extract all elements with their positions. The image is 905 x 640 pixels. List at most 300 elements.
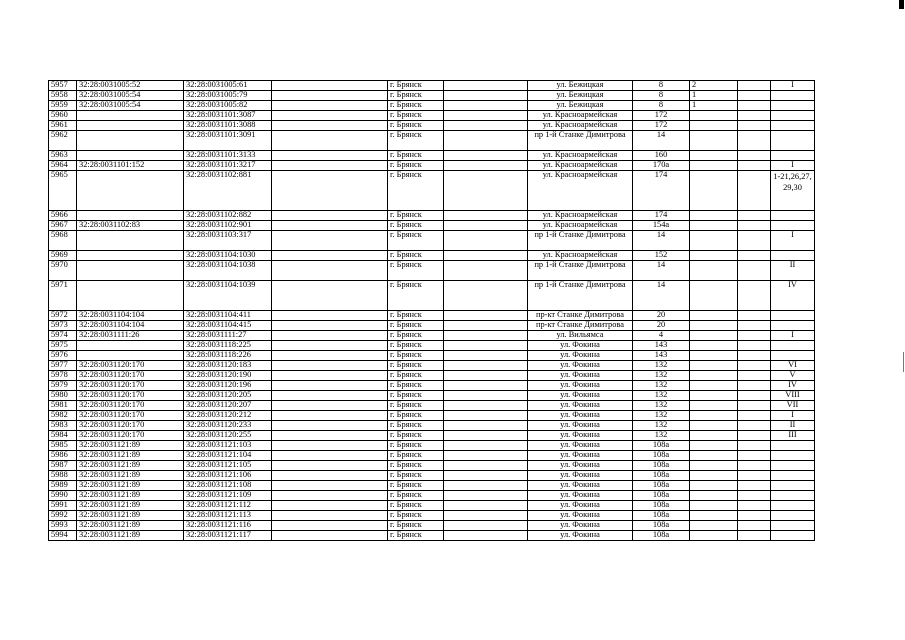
empty-cell bbox=[738, 311, 771, 321]
table-row bbox=[49, 521, 815, 531]
city-cell: г. Брянск bbox=[388, 391, 444, 401]
unit-number-cell: 2 bbox=[690, 81, 738, 91]
parcel-cadastral-number: 32:28:0031121:89 bbox=[77, 461, 184, 471]
object-cadastral-number: 32:28:0031005:82 bbox=[184, 101, 272, 111]
house-number-cell: 108а bbox=[633, 481, 690, 491]
empty-cell bbox=[444, 121, 528, 131]
unit-number-cell bbox=[690, 391, 738, 401]
table-row bbox=[49, 471, 815, 481]
position-cell bbox=[771, 311, 815, 321]
street-cell: ул. Фокина bbox=[528, 491, 633, 501]
city-cell: г. Брянск bbox=[388, 121, 444, 131]
unit-number-cell bbox=[690, 111, 738, 121]
object-cadastral-number: 32:28:0031104:1030 bbox=[184, 251, 272, 261]
house-number-cell: 108а bbox=[633, 441, 690, 451]
parcel-cadastral-number: 32:28:0031102:83 bbox=[77, 221, 184, 231]
street-cell: ул. Фокина bbox=[528, 501, 633, 511]
registry-table-body bbox=[49, 81, 815, 541]
record-number: 5968 bbox=[49, 231, 77, 251]
empty-cell bbox=[444, 211, 528, 221]
street-cell: ул. Красноармейская bbox=[528, 221, 633, 231]
empty-cell bbox=[444, 451, 528, 461]
position-cell bbox=[771, 111, 815, 121]
parcel-cadastral-number: 32:28:0031121:89 bbox=[77, 471, 184, 481]
empty-cell bbox=[272, 171, 388, 211]
house-number-cell: 14 bbox=[633, 281, 690, 311]
position-cell: VI bbox=[771, 361, 815, 371]
street-cell: ул. Фокина bbox=[528, 481, 633, 491]
house-number-cell: 14 bbox=[633, 231, 690, 251]
city-cell: г. Брянск bbox=[388, 361, 444, 371]
city-cell: г. Брянск bbox=[388, 411, 444, 421]
empty-cell bbox=[272, 491, 388, 501]
position-cell: 1-21,26,27, 29,30 bbox=[771, 171, 815, 211]
record-number: 5972 bbox=[49, 311, 77, 321]
position-cell bbox=[771, 441, 815, 451]
unit-number-cell bbox=[690, 361, 738, 371]
record-number: 5969 bbox=[49, 251, 77, 261]
empty-cell bbox=[272, 251, 388, 261]
parcel-cadastral-number: 32:28:0031111:26 bbox=[77, 331, 184, 341]
parcel-cadastral-number: 32:28:0031120:170 bbox=[77, 371, 184, 381]
street-cell: ул. Фокина bbox=[528, 461, 633, 471]
empty-cell bbox=[738, 91, 771, 101]
street-cell: ул. Красноармейская bbox=[528, 251, 633, 261]
record-number: 5986 bbox=[49, 451, 77, 461]
city-cell: г. Брянск bbox=[388, 151, 444, 161]
table-row bbox=[49, 381, 815, 391]
record-number: 5963 bbox=[49, 151, 77, 161]
record-number: 5957 bbox=[49, 81, 77, 91]
empty-cell bbox=[738, 351, 771, 361]
table-row bbox=[49, 501, 815, 511]
empty-cell bbox=[738, 491, 771, 501]
city-cell: г. Брянск bbox=[388, 521, 444, 531]
margin-tick bbox=[903, 352, 904, 372]
street-cell: ул. Фокина bbox=[528, 411, 633, 421]
unit-number-cell bbox=[690, 491, 738, 501]
empty-cell bbox=[272, 331, 388, 341]
position-cell bbox=[771, 121, 815, 131]
city-cell: г. Брянск bbox=[388, 251, 444, 261]
house-number-cell: 132 bbox=[633, 361, 690, 371]
city-cell: г. Брянск bbox=[388, 131, 444, 151]
city-cell: г. Брянск bbox=[388, 211, 444, 221]
table-row bbox=[49, 391, 815, 401]
record-number: 5992 bbox=[49, 511, 77, 521]
object-cadastral-number: 32:28:0031120:205 bbox=[184, 391, 272, 401]
unit-number-cell bbox=[690, 441, 738, 451]
unit-number-cell bbox=[690, 311, 738, 321]
unit-number-cell bbox=[690, 331, 738, 341]
street-cell: ул. Фокина bbox=[528, 361, 633, 371]
position-cell: IV bbox=[771, 281, 815, 311]
position-cell bbox=[771, 211, 815, 221]
parcel-cadastral-number: 32:28:0031120:170 bbox=[77, 401, 184, 411]
parcel-cadastral-number: 32:28:0031104:104 bbox=[77, 321, 184, 331]
city-cell: г. Брянск bbox=[388, 231, 444, 251]
object-cadastral-number: 32:28:0031005:61 bbox=[184, 81, 272, 91]
empty-cell bbox=[444, 161, 528, 171]
house-number-cell: 174 bbox=[633, 171, 690, 211]
city-cell: г. Брянск bbox=[388, 381, 444, 391]
page-edge-mark bbox=[899, 0, 904, 9]
object-cadastral-number: 32:28:0031102:901 bbox=[184, 221, 272, 231]
object-cadastral-number: 32:28:0031103:317 bbox=[184, 231, 272, 251]
table-row bbox=[49, 101, 815, 111]
unit-number-cell bbox=[690, 171, 738, 211]
position-cell bbox=[771, 511, 815, 521]
table-row bbox=[49, 531, 815, 541]
street-cell: ул. Красноармейская bbox=[528, 151, 633, 161]
position-cell bbox=[771, 501, 815, 511]
house-number-cell: 132 bbox=[633, 411, 690, 421]
registry-table bbox=[48, 80, 815, 541]
empty-cell bbox=[272, 341, 388, 351]
empty-cell bbox=[738, 121, 771, 131]
position-cell bbox=[771, 91, 815, 101]
street-cell: ул. Фокина bbox=[528, 401, 633, 411]
empty-cell bbox=[272, 361, 388, 371]
house-number-cell: 108а bbox=[633, 471, 690, 481]
unit-number-cell bbox=[690, 481, 738, 491]
unit-number-cell bbox=[690, 211, 738, 221]
table-row bbox=[49, 361, 815, 371]
object-cadastral-number: 32:28:0031104:1039 bbox=[184, 281, 272, 311]
position-cell: IV bbox=[771, 381, 815, 391]
object-cadastral-number: 32:28:0031121:105 bbox=[184, 461, 272, 471]
table-row bbox=[49, 311, 815, 321]
parcel-cadastral-number bbox=[77, 171, 184, 211]
record-number: 5985 bbox=[49, 441, 77, 451]
empty-cell bbox=[444, 81, 528, 91]
parcel-cadastral-number: 32:28:0031005:52 bbox=[77, 81, 184, 91]
street-cell: ул. Фокина bbox=[528, 351, 633, 361]
street-cell: ул. Красноармейская bbox=[528, 211, 633, 221]
house-number-cell: 108а bbox=[633, 501, 690, 511]
empty-cell bbox=[738, 401, 771, 411]
parcel-cadastral-number: 32:28:0031120:170 bbox=[77, 361, 184, 371]
position-cell: I bbox=[771, 81, 815, 91]
record-number: 5975 bbox=[49, 341, 77, 351]
empty-cell bbox=[272, 311, 388, 321]
empty-cell bbox=[738, 281, 771, 311]
unit-number-cell bbox=[690, 401, 738, 411]
unit-number-cell bbox=[690, 161, 738, 171]
parcel-cadastral-number: 32:28:0031120:170 bbox=[77, 411, 184, 421]
parcel-cadastral-number bbox=[77, 231, 184, 251]
unit-number-cell bbox=[690, 501, 738, 511]
house-number-cell: 143 bbox=[633, 351, 690, 361]
record-number: 5964 bbox=[49, 161, 77, 171]
object-cadastral-number: 32:28:0031111:27 bbox=[184, 331, 272, 341]
object-cadastral-number: 32:28:0031121:108 bbox=[184, 481, 272, 491]
table-row bbox=[49, 251, 815, 261]
parcel-cadastral-number: 32:28:0031121:89 bbox=[77, 511, 184, 521]
empty-cell bbox=[444, 521, 528, 531]
table-row bbox=[49, 461, 815, 471]
empty-cell bbox=[272, 161, 388, 171]
object-cadastral-number: 32:28:0031121:106 bbox=[184, 471, 272, 481]
city-cell: г. Брянск bbox=[388, 511, 444, 521]
city-cell: г. Брянск bbox=[388, 481, 444, 491]
empty-cell bbox=[738, 111, 771, 121]
empty-cell bbox=[444, 251, 528, 261]
street-cell: ул. Красноармейская bbox=[528, 111, 633, 121]
record-number: 5971 bbox=[49, 281, 77, 311]
empty-cell bbox=[272, 391, 388, 401]
object-cadastral-number: 32:28:0031102:881 bbox=[184, 171, 272, 211]
house-number-cell: 108а bbox=[633, 511, 690, 521]
empty-cell bbox=[444, 231, 528, 251]
unit-number-cell bbox=[690, 221, 738, 231]
object-cadastral-number: 32:28:0031121:112 bbox=[184, 501, 272, 511]
empty-cell bbox=[738, 231, 771, 251]
unit-number-cell bbox=[690, 121, 738, 131]
record-number: 5960 bbox=[49, 111, 77, 121]
position-cell: VIII bbox=[771, 391, 815, 401]
unit-number-cell bbox=[690, 371, 738, 381]
house-number-cell: 132 bbox=[633, 401, 690, 411]
empty-cell bbox=[444, 111, 528, 121]
empty-cell bbox=[272, 111, 388, 121]
empty-cell bbox=[738, 221, 771, 231]
house-number-cell: 108а bbox=[633, 491, 690, 501]
empty-cell bbox=[272, 211, 388, 221]
record-number: 5989 bbox=[49, 481, 77, 491]
position-cell bbox=[771, 251, 815, 261]
record-number: 5983 bbox=[49, 421, 77, 431]
unit-number-cell bbox=[690, 341, 738, 351]
position-cell bbox=[771, 341, 815, 351]
table-row bbox=[49, 81, 815, 91]
empty-cell bbox=[738, 171, 771, 211]
unit-number-cell bbox=[690, 521, 738, 531]
empty-cell bbox=[272, 461, 388, 471]
city-cell: г. Брянск bbox=[388, 171, 444, 211]
empty-cell bbox=[738, 461, 771, 471]
empty-cell bbox=[272, 431, 388, 441]
record-number: 5980 bbox=[49, 391, 77, 401]
position-cell: V bbox=[771, 371, 815, 381]
empty-cell bbox=[444, 351, 528, 361]
unit-number-cell bbox=[690, 351, 738, 361]
object-cadastral-number: 32:28:0031121:116 bbox=[184, 521, 272, 531]
empty-cell bbox=[444, 131, 528, 151]
position-cell: I bbox=[771, 331, 815, 341]
record-number: 5994 bbox=[49, 531, 77, 541]
street-cell: ул. Фокина bbox=[528, 511, 633, 521]
empty-cell bbox=[272, 481, 388, 491]
table-row bbox=[49, 221, 815, 231]
object-cadastral-number: 32:28:0031120:212 bbox=[184, 411, 272, 421]
record-number: 5970 bbox=[49, 261, 77, 281]
house-number-cell: 172 bbox=[633, 121, 690, 131]
object-cadastral-number: 32:28:0031120:190 bbox=[184, 371, 272, 381]
empty-cell bbox=[738, 101, 771, 111]
table-row bbox=[49, 341, 815, 351]
parcel-cadastral-number bbox=[77, 251, 184, 261]
empty-cell bbox=[444, 421, 528, 431]
record-number: 5959 bbox=[49, 101, 77, 111]
city-cell: г. Брянск bbox=[388, 401, 444, 411]
object-cadastral-number: 32:28:0031104:1038 bbox=[184, 261, 272, 281]
city-cell: г. Брянск bbox=[388, 261, 444, 281]
house-number-cell: 8 bbox=[633, 91, 690, 101]
table-row bbox=[49, 431, 815, 441]
empty-cell bbox=[738, 381, 771, 391]
unit-number-cell bbox=[690, 471, 738, 481]
empty-cell bbox=[444, 481, 528, 491]
house-number-cell: 143 bbox=[633, 341, 690, 351]
street-cell: ул. Вильямса bbox=[528, 331, 633, 341]
empty-cell bbox=[272, 511, 388, 521]
record-number: 5973 bbox=[49, 321, 77, 331]
unit-number-cell bbox=[690, 131, 738, 151]
street-cell: ул. Фокина bbox=[528, 341, 633, 351]
empty-cell bbox=[272, 281, 388, 311]
record-number: 5991 bbox=[49, 501, 77, 511]
empty-cell bbox=[272, 441, 388, 451]
house-number-cell: 20 bbox=[633, 321, 690, 331]
table-row bbox=[49, 451, 815, 461]
position-cell bbox=[771, 101, 815, 111]
parcel-cadastral-number: 32:28:0031101:152 bbox=[77, 161, 184, 171]
table-row bbox=[49, 161, 815, 171]
parcel-cadastral-number: 32:28:0031120:170 bbox=[77, 381, 184, 391]
empty-cell bbox=[738, 441, 771, 451]
parcel-cadastral-number: 32:28:0031005:54 bbox=[77, 101, 184, 111]
empty-cell bbox=[272, 371, 388, 381]
table-row bbox=[49, 151, 815, 161]
table-row bbox=[49, 231, 815, 251]
city-cell: г. Брянск bbox=[388, 221, 444, 231]
house-number-cell: 132 bbox=[633, 431, 690, 441]
parcel-cadastral-number bbox=[77, 211, 184, 221]
empty-cell bbox=[738, 431, 771, 441]
city-cell: г. Брянск bbox=[388, 371, 444, 381]
position-cell bbox=[771, 481, 815, 491]
unit-number-cell bbox=[690, 431, 738, 441]
house-number-cell: 20 bbox=[633, 311, 690, 321]
street-cell: пр-кт Станке Димитрова bbox=[528, 321, 633, 331]
record-number: 5977 bbox=[49, 361, 77, 371]
empty-cell bbox=[444, 331, 528, 341]
record-number: 5974 bbox=[49, 331, 77, 341]
house-number-cell: 132 bbox=[633, 371, 690, 381]
empty-cell bbox=[444, 281, 528, 311]
unit-number-cell bbox=[690, 531, 738, 541]
record-number: 5979 bbox=[49, 381, 77, 391]
house-number-cell: 152 bbox=[633, 251, 690, 261]
object-cadastral-number: 32:28:0031120:233 bbox=[184, 421, 272, 431]
empty-cell bbox=[738, 511, 771, 521]
empty-cell bbox=[444, 391, 528, 401]
position-cell: VII bbox=[771, 401, 815, 411]
object-cadastral-number: 32:28:0031101:3217 bbox=[184, 161, 272, 171]
empty-cell bbox=[272, 131, 388, 151]
empty-cell bbox=[272, 321, 388, 331]
house-number-cell: 14 bbox=[633, 261, 690, 281]
table-row bbox=[49, 421, 815, 431]
empty-cell bbox=[444, 511, 528, 521]
empty-cell bbox=[272, 121, 388, 131]
parcel-cadastral-number: 32:28:0031121:89 bbox=[77, 521, 184, 531]
street-cell: пр 1-й Станке Димитрова bbox=[528, 261, 633, 281]
record-number: 5988 bbox=[49, 471, 77, 481]
city-cell: г. Брянск bbox=[388, 111, 444, 121]
house-number-cell: 8 bbox=[633, 101, 690, 111]
empty-cell bbox=[444, 491, 528, 501]
empty-cell bbox=[444, 101, 528, 111]
street-cell: ул. Фокина bbox=[528, 531, 633, 541]
object-cadastral-number: 32:28:0031121:103 bbox=[184, 441, 272, 451]
empty-cell bbox=[272, 531, 388, 541]
city-cell: г. Брянск bbox=[388, 441, 444, 451]
parcel-cadastral-number bbox=[77, 351, 184, 361]
record-number: 5984 bbox=[49, 431, 77, 441]
empty-cell bbox=[444, 361, 528, 371]
unit-number-cell bbox=[690, 281, 738, 311]
unit-number-cell bbox=[690, 321, 738, 331]
city-cell: г. Брянск bbox=[388, 81, 444, 91]
object-cadastral-number: 32:28:0031102:882 bbox=[184, 211, 272, 221]
parcel-cadastral-number: 32:28:0031104:104 bbox=[77, 311, 184, 321]
empty-cell bbox=[738, 371, 771, 381]
table-row bbox=[49, 121, 815, 131]
object-cadastral-number: 32:28:0031101:3133 bbox=[184, 151, 272, 161]
unit-number-cell bbox=[690, 511, 738, 521]
city-cell: г. Брянск bbox=[388, 431, 444, 441]
empty-cell bbox=[444, 501, 528, 511]
table-row bbox=[49, 401, 815, 411]
position-cell bbox=[771, 131, 815, 151]
empty-cell bbox=[272, 221, 388, 231]
object-cadastral-number: 32:28:0031101:3091 bbox=[184, 131, 272, 151]
object-cadastral-number: 32:28:0031120:183 bbox=[184, 361, 272, 371]
position-cell: I bbox=[771, 231, 815, 251]
object-cadastral-number: 32:28:0031121:109 bbox=[184, 491, 272, 501]
parcel-cadastral-number: 32:28:0031120:170 bbox=[77, 431, 184, 441]
city-cell: г. Брянск bbox=[388, 101, 444, 111]
record-number: 5958 bbox=[49, 91, 77, 101]
parcel-cadastral-number bbox=[77, 151, 184, 161]
empty-cell bbox=[444, 321, 528, 331]
empty-cell bbox=[272, 351, 388, 361]
table-row bbox=[49, 281, 815, 311]
empty-cell bbox=[738, 341, 771, 351]
empty-cell bbox=[444, 531, 528, 541]
position-cell bbox=[771, 351, 815, 361]
empty-cell bbox=[738, 471, 771, 481]
table-row bbox=[49, 91, 815, 101]
empty-cell bbox=[738, 451, 771, 461]
empty-cell bbox=[738, 161, 771, 171]
city-cell: г. Брянск bbox=[388, 321, 444, 331]
city-cell: г. Брянск bbox=[388, 311, 444, 321]
city-cell: г. Брянск bbox=[388, 531, 444, 541]
empty-cell bbox=[738, 321, 771, 331]
empty-cell bbox=[738, 421, 771, 431]
unit-number-cell bbox=[690, 411, 738, 421]
record-number: 5966 bbox=[49, 211, 77, 221]
unit-number-cell: 1 bbox=[690, 91, 738, 101]
house-number-cell: 8 bbox=[633, 81, 690, 91]
street-cell: ул. Фокина bbox=[528, 451, 633, 461]
table-row bbox=[49, 511, 815, 521]
street-cell: ул. Фокина bbox=[528, 391, 633, 401]
position-cell: I bbox=[771, 411, 815, 421]
